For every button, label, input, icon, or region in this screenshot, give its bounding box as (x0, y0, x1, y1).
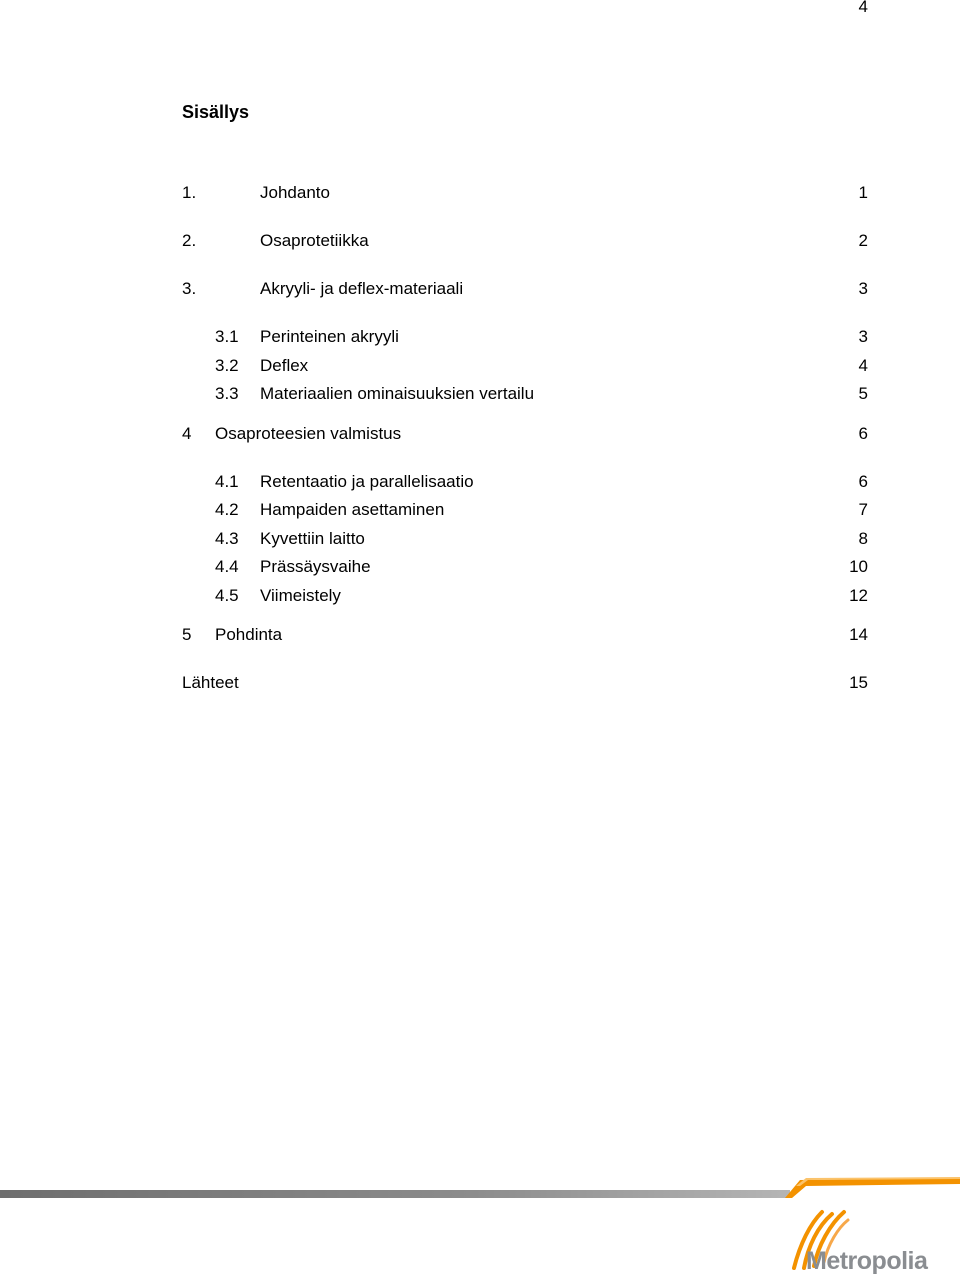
toc-entry-label: Hampaiden asettaminen (260, 500, 445, 519)
toc-entry-page: 6 (858, 472, 868, 491)
toc-entry-label: Osaprotetiikka (260, 231, 369, 250)
toc-entry-label: Pohdinta (215, 625, 283, 644)
toc-entry-page: 2 (858, 231, 868, 250)
toc-entry (182, 623, 868, 647)
toc-entry (182, 498, 868, 522)
toc-entry-page: 12 (849, 586, 868, 605)
toc-entry-number: 3.1 (215, 327, 239, 346)
toc-entry-number: 4.1 (215, 472, 239, 491)
toc-entry-number: 1. (182, 183, 197, 202)
toc-entry-label: Retentaatio ja parallelisaatio (260, 472, 474, 491)
toc-entry (182, 584, 868, 608)
toc-entry-page: 14 (849, 625, 868, 644)
toc-entry-label: Materiaalien ominaisuuksien vertailu (260, 384, 535, 403)
toc-entry-label: Viimeistely (260, 586, 341, 605)
footer-bar (0, 1170, 960, 1210)
toc-entry-page: 10 (849, 557, 868, 576)
toc-entry-label: Johdanto (260, 183, 330, 202)
toc-entry-label: Deflex (260, 356, 309, 375)
toc-entry-number: 4.3 (215, 529, 239, 548)
toc-entry-page: 3 (858, 327, 868, 346)
toc-entry-number: 3.2 (215, 356, 239, 375)
toc-entry-number: 4 (182, 424, 192, 443)
toc-entry (182, 229, 868, 253)
page-number: 4 (858, 0, 868, 16)
toc-entry (182, 527, 868, 551)
toc-entry-page: 7 (858, 500, 868, 519)
toc-entry (182, 325, 868, 349)
toc-entry (182, 354, 868, 378)
toc-entry-label: Lähteet (182, 673, 239, 692)
toc-entry (182, 671, 868, 695)
toc-title: Sisällys (182, 102, 250, 122)
toc-entry-label: Osaproteesien valmistus (215, 424, 402, 443)
toc-entry-number: 3.3 (215, 384, 239, 403)
toc-entry (182, 422, 868, 446)
toc-entry-page: 5 (858, 384, 868, 403)
toc-entry-page: 3 (858, 279, 868, 298)
toc-entry-page: 6 (858, 424, 868, 443)
toc-entry (182, 382, 868, 406)
toc-entry-number: 4.5 (215, 586, 239, 605)
toc-entry-label: Kyvettiin laitto (260, 529, 365, 548)
toc-entry (182, 277, 868, 301)
toc-entry-number: 2. (182, 231, 197, 250)
toc-entry-number: 4.2 (215, 500, 239, 519)
toc-entry-number: 4.4 (215, 557, 239, 576)
toc-entry-label: Akryyli- ja deflex-materiaali (260, 279, 464, 298)
toc-entry-label: Perinteinen akryyli (260, 327, 399, 346)
toc-entry (182, 181, 868, 205)
toc-entry-page: 1 (858, 183, 868, 202)
toc-entry-number: 5 (182, 625, 192, 644)
toc-entry-page: 8 (858, 529, 868, 548)
toc-entry-label: Prässäysvaihe (260, 557, 371, 576)
toc-entry (182, 555, 868, 579)
toc-entry (182, 470, 868, 494)
logo-text: Metropolia (806, 1247, 928, 1275)
toc-entry-page: 4 (858, 356, 868, 375)
toc-entry-page: 15 (849, 673, 868, 692)
toc-entry-number: 3. (182, 279, 197, 298)
